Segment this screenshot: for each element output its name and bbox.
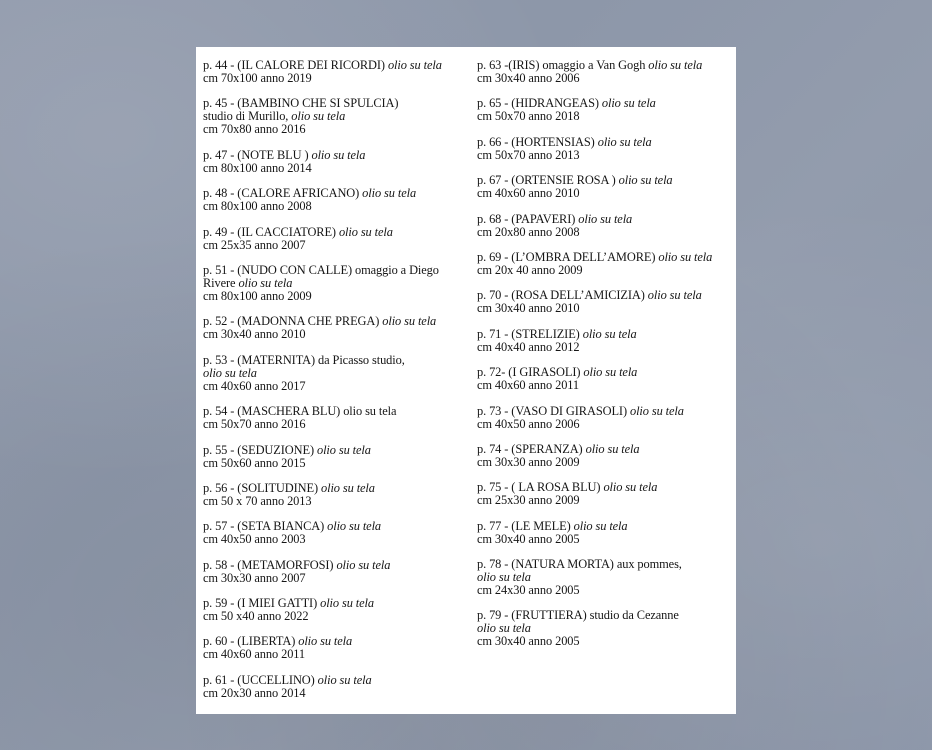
entry-dimensions-line (477, 379, 733, 392)
entry-dimensions-line (477, 226, 733, 239)
entry-text: p. 68 - (PAPAVERI) (477, 211, 579, 226)
entry-dimensions-line (203, 290, 471, 303)
medium-text: olio su tela (477, 621, 531, 636)
catalog-entry (203, 97, 471, 136)
medium-text: olio su tela (316, 442, 371, 457)
entry-text: p. 75 - ( LA ROSA BLU) (477, 480, 604, 495)
catalog-entry (477, 609, 733, 648)
entry-text: p. 48 - (CALORE AFRICANO) (203, 186, 363, 201)
catalog-entry (477, 558, 733, 597)
entry-text: p. 71 - (STRELIZIE) (477, 326, 583, 341)
entry-text: cm 70x80 anno 2016 (203, 122, 306, 137)
entry-text: p. 67 - (ORTENSIE ROSA ) (477, 173, 619, 188)
entry-text: cm 80x100 anno 2014 (203, 160, 312, 175)
entry-dimensions-line (203, 495, 471, 508)
entry-text: cm 40x60 anno 2017 (203, 378, 306, 393)
entry-text: p. 65 - (HIDRANGEAS) (477, 96, 602, 111)
entry-text: cm 30x30 anno 2009 (477, 454, 580, 469)
entry-text: p. 52 - (MADONNA CHE PREGA) (203, 314, 383, 329)
entry-dimensions-line (477, 110, 733, 123)
entry-text: cm 30x40 anno 2005 (477, 531, 580, 546)
entry-dimensions-line (203, 328, 471, 341)
entry-text: p. 70 - (ROSA DELL’AMICIZIA) (477, 288, 648, 303)
entry-text: p. 72- (I GIRASOLI) (477, 365, 584, 380)
medium-text: olio su tela (603, 480, 658, 495)
entry-dimensions-line (203, 162, 471, 175)
entry-text: p. 79 - (FRUTTIERA) studio da Cezanne (477, 608, 679, 623)
catalog-entry (203, 520, 471, 546)
entry-text: cm 25x35 anno 2007 (203, 237, 306, 252)
catalog-entry (203, 405, 471, 431)
entry-text: p. 47 - (NOTE BLU ) (203, 147, 312, 162)
medium-text: olio su tela (648, 58, 703, 72)
medium-text: olio su tela (317, 672, 372, 687)
entry-text: p. 57 - (SETA BIANCA) (203, 519, 328, 534)
entry-text: cm 40x40 anno 2012 (477, 339, 580, 354)
medium-text: olio su tela (629, 403, 684, 418)
entry-text: cm 30x40 anno 2006 (477, 71, 580, 85)
entry-text: p. 58 - (METAMORFOSI) (203, 557, 337, 572)
medium-text: olio su tela (238, 275, 293, 290)
catalog-entry (203, 597, 471, 623)
medium-text: olio su tela (658, 249, 713, 264)
entry-text: cm 30x40 anno 2010 (203, 327, 306, 342)
entry-text: p. 66 - (HORTENSIAS) (477, 134, 598, 149)
entry-dimensions-line (477, 584, 733, 597)
medium-text: olio su tela (311, 147, 366, 162)
entry-text: p. 63 -(IRIS) omaggio a Van Gogh (477, 58, 649, 72)
medium-text: olio su tela (327, 519, 382, 534)
catalog-entry (477, 213, 733, 239)
catalog-entry (203, 149, 471, 175)
catalog-entry (477, 443, 733, 469)
right-column (477, 59, 733, 661)
entry-text: cm 40x50 anno 2006 (477, 416, 580, 431)
catalog-entry (203, 635, 471, 661)
entry-dimensions-line (203, 533, 471, 546)
entry-dimensions-line (203, 123, 471, 136)
entry-dimensions-line (203, 200, 471, 213)
entry-dimensions-line (477, 149, 733, 162)
entry-text: cm 25x30 anno 2009 (477, 493, 580, 508)
entry-text: cm 80x100 anno 2008 (203, 199, 312, 214)
entry-text: cm 40x60 anno 2011 (477, 378, 580, 393)
catalog-entry (203, 226, 471, 252)
entry-text: cm 20x30 anno 2014 (203, 685, 306, 700)
entry-dimensions-line (203, 687, 471, 700)
medium-text: olio su tela (320, 596, 374, 611)
entry-text: cm 50x70 anno 2013 (477, 147, 580, 162)
catalog-entry (477, 405, 733, 431)
entry-text: p. 69 - (L’OMBRA DELL’AMORE) (477, 249, 659, 264)
entry-text: p. 45 - (BAMBINO CHE SI SPULCIA) (203, 96, 399, 111)
medium-text: olio su tela (582, 326, 637, 341)
catalog-entry (477, 328, 733, 354)
medium-text: olio su tela (477, 570, 531, 585)
entry-dimensions-line (477, 494, 733, 507)
catalog-entry (477, 136, 733, 162)
medium-text: olio su tela (321, 480, 375, 495)
entry-text: cm 70x100 anno 2019 (203, 71, 312, 85)
entry-dimensions-line (203, 610, 471, 623)
entry-dimensions-line (203, 648, 471, 661)
entry-text: cm 24x30 anno 2005 (477, 583, 580, 598)
entry-text: p. 74 - (SPERANZA) (477, 441, 586, 456)
medium-text: olio su tela (647, 288, 702, 303)
catalog-entry (203, 482, 471, 508)
entry-dimensions-line (477, 341, 733, 354)
entry-text: p. 73 - (VASO DI GIRASOLI) (477, 403, 630, 418)
medium-text: olio su tela (578, 211, 633, 226)
entry-dimensions-line (477, 635, 733, 648)
medium-text: olio su tela (362, 186, 417, 201)
entry-text: cm 50x60 anno 2015 (203, 455, 306, 470)
medium-text: olio su tela (298, 634, 353, 649)
catalog-entry (477, 366, 733, 392)
medium-text: olio su tela (585, 441, 640, 456)
entry-text: p. 44 - (IL CALORE DEI RICORDI) (203, 58, 388, 72)
medium-text: olio su tela (601, 96, 656, 111)
entry-text: cm 40x50 anno 2003 (203, 532, 306, 547)
catalog-entry (203, 315, 471, 341)
entry-text: Rivere (203, 275, 239, 290)
entry-text: cm 20x 40 anno 2009 (477, 262, 583, 277)
medium-text: olio su tela (597, 134, 652, 149)
medium-text: olio su tela (382, 314, 437, 329)
medium-text: olio su tela (618, 173, 673, 188)
catalog-entry (203, 674, 471, 700)
entry-text: p. 49 - (IL CACCIATORE) (203, 224, 339, 239)
catalog-entry (477, 481, 733, 507)
left-column (203, 59, 471, 712)
entry-text: cm 30x30 anno 2007 (203, 570, 306, 585)
entry-text: p. 56 - (SOLITUDINE) (203, 480, 321, 495)
entry-dimensions-line (203, 572, 471, 585)
entry-text: cm 50x70 anno 2016 (203, 417, 306, 432)
entry-text: p. 60 - (LIBERTA) (203, 634, 299, 649)
entry-text: cm 40x60 anno 2010 (477, 186, 580, 201)
catalog-entry (477, 59, 733, 85)
catalog-entry (477, 97, 733, 123)
entry-dimensions-line (477, 533, 733, 546)
entry-dimensions-line (477, 72, 733, 85)
medium-text: olio su tela (338, 224, 393, 239)
catalog-entry (203, 354, 471, 393)
entry-text: p. 78 - (NATURA MORTA) aux pommes, (477, 557, 682, 572)
catalog-entry (203, 187, 471, 213)
entry-dimensions-line (477, 418, 733, 431)
entry-dimensions-line (477, 456, 733, 469)
entry-text: p. 55 - (SEDUZIONE) (203, 442, 317, 457)
catalog-entry (477, 289, 733, 315)
medium-text: olio su tela (573, 518, 628, 533)
entry-text: p. 77 - (LE MELE) (477, 518, 574, 533)
entry-text: cm 30x40 anno 2010 (477, 301, 580, 316)
catalog-entry (477, 174, 733, 200)
catalog-page (196, 47, 736, 714)
entry-dimensions-line (477, 187, 733, 200)
entry-text: p. 53 - (MATERNITA) da Picasso studio, (203, 352, 405, 367)
catalog-entry (203, 444, 471, 470)
catalog-entry (477, 251, 733, 277)
medium-text: olio su tela (336, 557, 391, 572)
entry-text: p. 61 - (UCCELLINO) (203, 672, 318, 687)
entry-dimensions-line (203, 418, 471, 431)
entry-dimensions-line (477, 264, 733, 277)
entry-dimensions-line (203, 457, 471, 470)
entry-dimensions-line (203, 72, 471, 85)
catalog-entry (203, 559, 471, 585)
entry-text: cm 40x60 anno 2011 (203, 647, 306, 662)
entry-dimensions-line (203, 239, 471, 252)
entry-text: cm 20x80 anno 2008 (477, 224, 580, 239)
catalog-entry (477, 520, 733, 546)
catalog-entry (203, 59, 471, 85)
entry-text: cm 30x40 anno 2005 (477, 634, 580, 649)
entry-text: p. 59 - (I MIEI GATTI) (203, 596, 321, 611)
catalog-entry (203, 264, 471, 303)
entry-text: p. 51 - (NUDO CON CALLE) omaggio a Diego (203, 262, 439, 277)
medium-text: olio su tela (203, 365, 257, 380)
entry-text: cm 50x70 anno 2018 (477, 109, 580, 124)
medium-text: olio su tela (291, 109, 346, 124)
entry-text: cm 80x100 anno 2009 (203, 288, 312, 303)
entry-text: p. 54 - (MASCHERA BLU) olio su tela (203, 404, 397, 419)
entry-text: cm 50 x40 anno 2022 (203, 609, 309, 624)
entry-text: cm 50 x 70 anno 2013 (203, 493, 312, 508)
entry-text: studio di Murillo, (203, 109, 292, 124)
entry-dimensions-line (203, 380, 471, 393)
entry-dimensions-line (477, 302, 733, 315)
medium-text: olio su tela (387, 58, 442, 72)
medium-text: olio su tela (583, 365, 638, 380)
